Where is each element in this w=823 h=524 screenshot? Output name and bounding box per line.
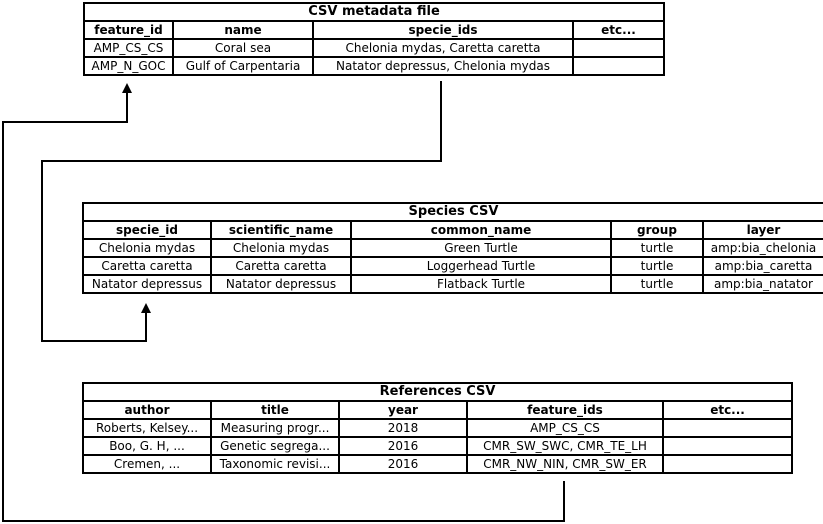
species-table — [82, 202, 823, 294]
table-cell: AMP_CS_CS — [84, 39, 173, 57]
column-header-layer: layer — [703, 221, 823, 239]
table-cell: turtle — [611, 275, 703, 293]
column-header-etc: etc... — [663, 401, 792, 419]
table-row — [84, 39, 664, 57]
table-cell: Flatback Turtle — [351, 275, 611, 293]
table-cell: turtle — [611, 257, 703, 275]
table-cell: amp:bia_natator — [703, 275, 823, 293]
metadata-table — [83, 2, 665, 76]
table-cell: turtle — [611, 239, 703, 257]
column-header-specie-ids: specie_ids — [313, 21, 573, 39]
table-row — [83, 455, 792, 473]
table-cell: amp:bia_caretta — [703, 257, 823, 275]
species-table-title: Species CSV — [83, 203, 823, 221]
column-header-author: author — [83, 401, 211, 419]
table-cell: Roberts, Kelsey... — [83, 419, 211, 437]
table-cell: Caretta caretta — [211, 257, 351, 275]
table-cell: 2016 — [339, 455, 467, 473]
table-cell: Chelonia mydas — [83, 239, 211, 257]
table-cell: Caretta caretta — [83, 257, 211, 275]
column-header-title: title — [211, 401, 339, 419]
table-cell: Cremen, ... — [83, 455, 211, 473]
column-header-etc: etc... — [573, 21, 664, 39]
table-cell: Gulf of Carpentaria — [173, 57, 313, 75]
table-cell: 2016 — [339, 437, 467, 455]
table-cell: amp:bia_chelonia — [703, 239, 823, 257]
column-header-year: year — [339, 401, 467, 419]
table-cell: CMR_NW_NIN, CMR_SW_ER — [467, 455, 663, 473]
references-table — [82, 382, 793, 474]
table-cell: 2018 — [339, 419, 467, 437]
table-cell: Taxonomic revisi... — [211, 455, 339, 473]
table-cell — [573, 39, 664, 57]
column-header-scientific-name: scientific_name — [211, 221, 351, 239]
table-row — [83, 257, 823, 275]
table-cell — [663, 455, 792, 473]
table-cell: AMP_N_GOC — [84, 57, 173, 75]
table-cell: Genetic segrega... — [211, 437, 339, 455]
table-cell — [663, 419, 792, 437]
table-row — [83, 419, 792, 437]
table-row — [84, 57, 664, 75]
table-cell: Measuring progr... — [211, 419, 339, 437]
table-row — [83, 239, 823, 257]
column-header-feature-ids: feature_ids — [467, 401, 663, 419]
table-cell: CMR_SW_SWC, CMR_TE_LH — [467, 437, 663, 455]
column-header-group: group — [611, 221, 703, 239]
table-cell: Chelonia mydas, Caretta caretta — [313, 39, 573, 57]
table-cell: Boo, G. H, ... — [83, 437, 211, 455]
table-cell: Loggerhead Turtle — [351, 257, 611, 275]
metadata-table-title: CSV metadata file — [84, 3, 664, 21]
table-cell: Chelonia mydas — [211, 239, 351, 257]
table-row — [83, 275, 823, 293]
column-header-specie-id: specie_id — [83, 221, 211, 239]
table-cell — [573, 57, 664, 75]
column-header-name: name — [173, 21, 313, 39]
table-cell: Green Turtle — [351, 239, 611, 257]
column-header-feature-id: feature_id — [84, 21, 173, 39]
table-cell: Coral sea — [173, 39, 313, 57]
table-row — [83, 437, 792, 455]
table-cell: Natator depressus — [211, 275, 351, 293]
table-cell: AMP_CS_CS — [467, 419, 663, 437]
table-cell: Natator depressus — [83, 275, 211, 293]
table-cell: Natator depressus, Chelonia mydas — [313, 57, 573, 75]
references-table-title: References CSV — [83, 383, 792, 401]
table-cell — [663, 437, 792, 455]
column-header-common-name: common_name — [351, 221, 611, 239]
